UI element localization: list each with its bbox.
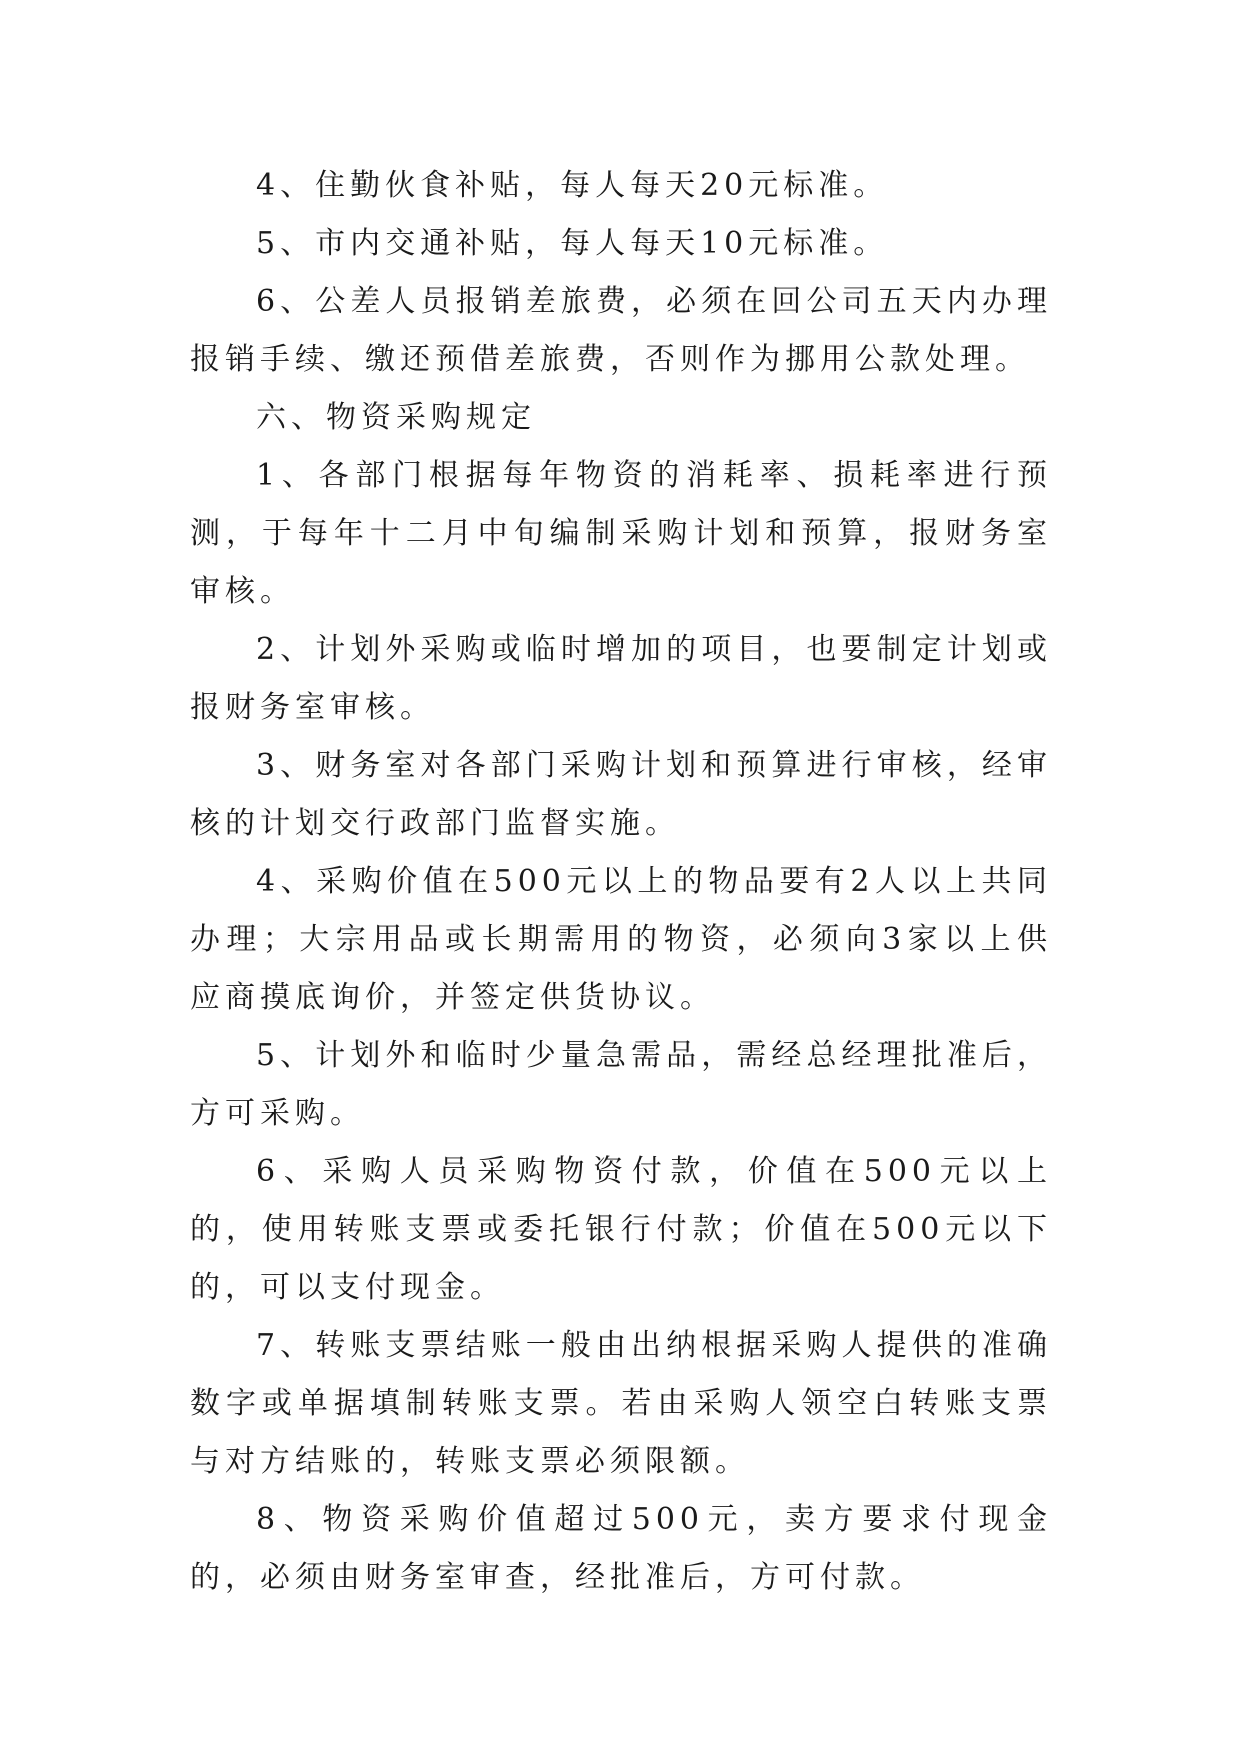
paragraph-transfer-cheque: 7、转账支票结账一般由出纳根据采购人提供的准确数字或单据填制转账支票。若由采购人领空白转账支票与对方结账的，转账支票必须限额。 [190, 1328, 1052, 1479]
paragraph-unplanned-purchase: 2、计划外采购或临时增加的项目，也要制定计划或报财务室审核。 [190, 632, 1052, 725]
paragraph-cash-approval: 8、物资采购价值超过500元，卖方要求付现金的，必须由财务室审查，经批准后，方可付款。 [190, 1502, 1052, 1595]
paragraph-transport-allowance: 5、市内交通补贴，每人每天10元标准。 [256, 226, 889, 261]
paragraph-plan-review: 3、财务室对各部门采购计划和预算进行审核，经审核的计划交行政部门监督实施。 [190, 748, 1052, 841]
paragraph-urgent-items: 5、计划外和临时少量急需品，需经总经理批准后，方可采购。 [190, 1038, 1052, 1131]
document-body [190, 157, 1052, 1607]
paragraph-payment-methods: 6、采购人员采购物资付款，价值在500元以上的，使用转账支票或委托银行付款；价值在500元以下的，可以支付现金。 [190, 1154, 1052, 1305]
paragraph-joint-purchase: 4、采购价值在500元以上的物品要有2人以上共同办理；大宗用品或长期需用的物资，必须向3家以上供应商摸底询价，并签定供货协议。 [190, 864, 1052, 1015]
section-heading-procurement: 六、物资采购规定 [256, 400, 536, 435]
paragraph-travel-reimbursement: 6、公差人员报销差旅费，必须在回公司五天内办理报销手续、缴还预借差旅费，否则作为挪用公款处理。 [190, 284, 1052, 377]
paragraph-meal-allowance: 4、住勤伙食补贴，每人每天20元标准。 [256, 168, 889, 203]
paragraph-procurement-plan: 1、各部门根据每年物资的消耗率、损耗率进行预测，于每年十二月中旬编制采购计划和预算，报财务室审核。 [190, 458, 1052, 609]
